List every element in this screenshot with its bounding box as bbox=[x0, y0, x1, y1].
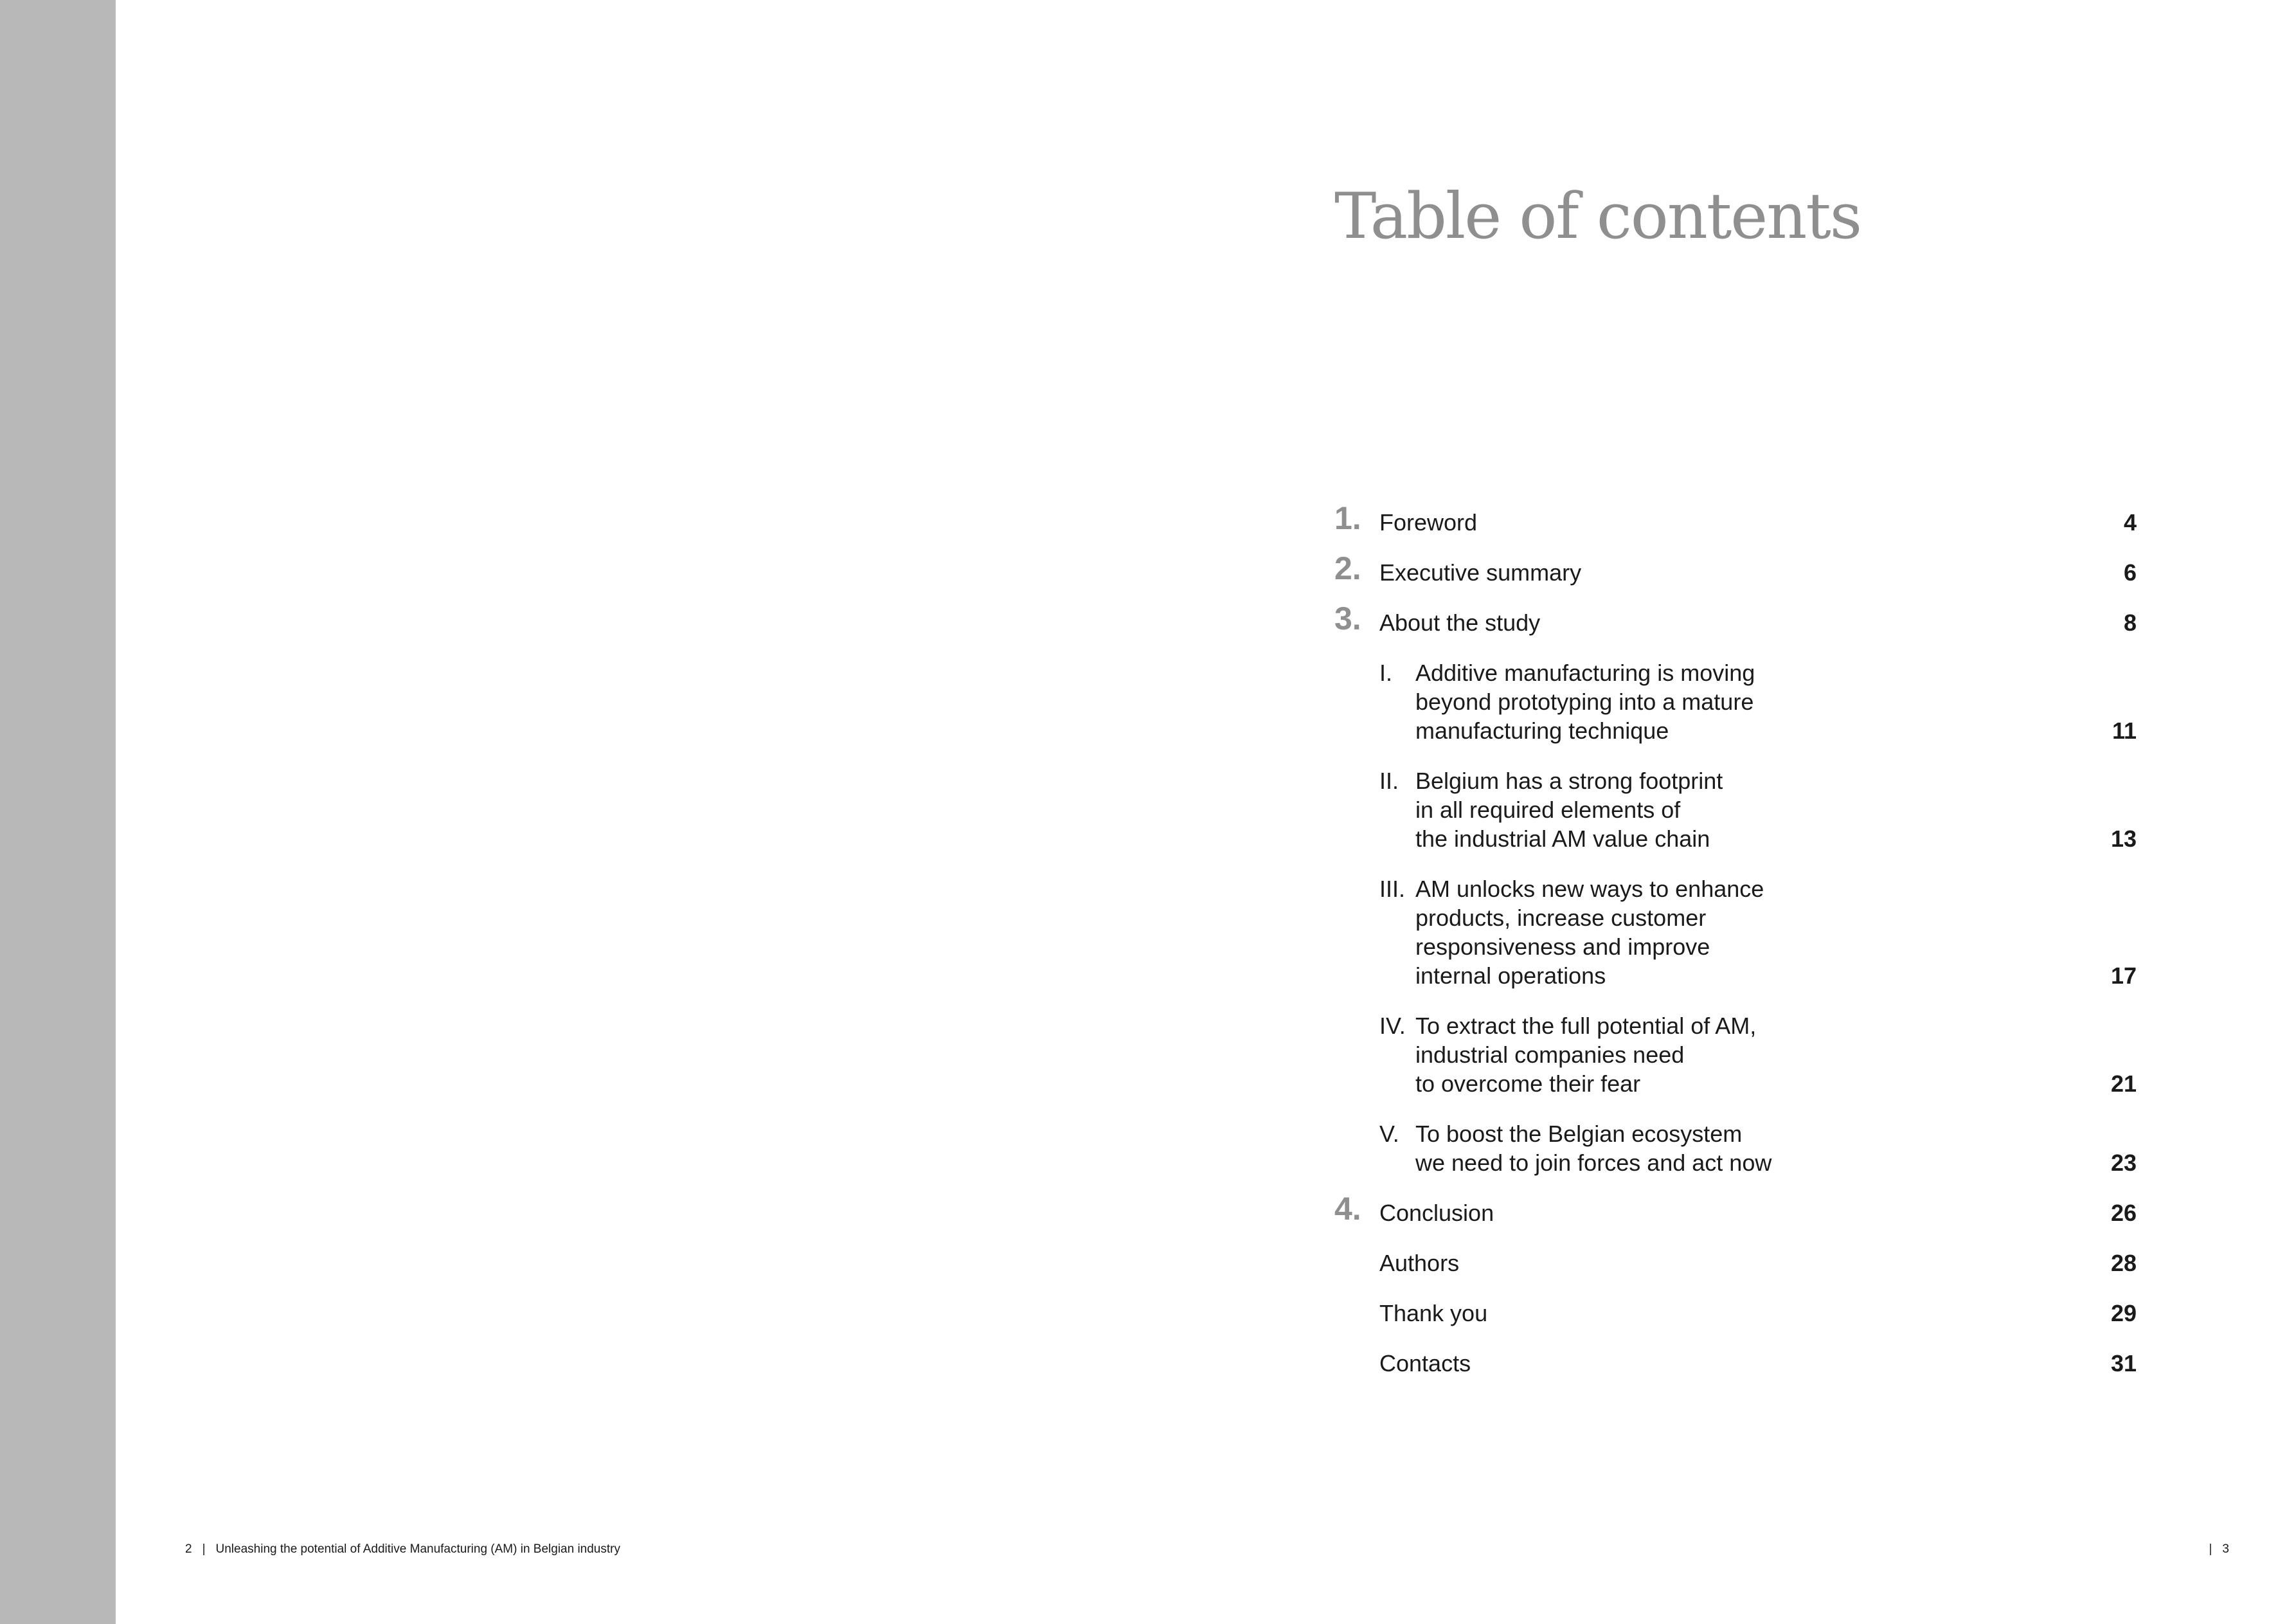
toc-page-number: 8 bbox=[2123, 609, 2137, 636]
toc-entry-executive-summary[interactable] bbox=[1334, 550, 2137, 587]
toc-entry-conclusion[interactable] bbox=[1334, 1191, 2137, 1227]
toc-page-number: 17 bbox=[2110, 962, 2137, 989]
toc-page-number: 23 bbox=[2110, 1150, 2137, 1176]
toc-label: To boost the Belgian ecosystem we need to join forces and act now bbox=[1415, 1121, 1772, 1176]
toc-roman-numeral: V. bbox=[1379, 1121, 1399, 1147]
toc-label: Executive summary bbox=[1379, 559, 1582, 586]
toc-subentry-1[interactable] bbox=[1334, 658, 2137, 745]
toc-roman-numeral: II. bbox=[1379, 768, 1399, 794]
footer-left bbox=[185, 1540, 620, 1558]
toc-page-number: 21 bbox=[2110, 1070, 2137, 1097]
toc-number: 3. bbox=[1334, 600, 1361, 636]
toc-subentry-3[interactable] bbox=[1334, 874, 2137, 990]
toc-subentry-5[interactable] bbox=[1334, 1119, 2137, 1177]
toc-subentry-2[interactable] bbox=[1334, 766, 2137, 853]
toc-label: AM unlocks new ways to enhance products, increase customer responsiveness and improve internal operations bbox=[1415, 876, 1764, 989]
toc-label: Authors bbox=[1379, 1250, 1460, 1276]
toc-number: 4. bbox=[1334, 1191, 1361, 1227]
toc-label: About the study bbox=[1379, 609, 1541, 636]
toc-page-number: 4 bbox=[2123, 509, 2137, 536]
footer-document-title: Unleashing the potential of Additive Manufacturing (AM) in Belgian industry bbox=[215, 1542, 620, 1556]
footer-right bbox=[2198, 1540, 2229, 1558]
toc-entry-about-the-study[interactable] bbox=[1334, 600, 2137, 637]
toc-label: Contacts bbox=[1379, 1350, 1471, 1376]
toc-entry-thank-you[interactable] bbox=[1334, 1299, 2137, 1328]
toc-label: Belgium has a strong footprint in all required elements of the industrial AM value chain bbox=[1415, 768, 1723, 852]
toc-number: 2. bbox=[1334, 550, 1361, 586]
toc-page-number: 26 bbox=[2110, 1200, 2137, 1226]
toc-page-number: 6 bbox=[2123, 559, 2137, 586]
toc-label: Additive manufacturing is moving beyond prototyping into a mature manufacturing technique bbox=[1415, 660, 1755, 744]
footer-separator: | bbox=[202, 1542, 206, 1556]
toc-roman-numeral: III. bbox=[1379, 876, 1406, 902]
toc-label: Foreword bbox=[1379, 509, 1478, 536]
toc-page-number: 29 bbox=[2110, 1300, 2137, 1326]
toc-subentry-4[interactable] bbox=[1334, 1011, 2137, 1098]
toc-roman-numeral: I. bbox=[1379, 660, 1393, 686]
footer-page-number: 3 bbox=[2222, 1542, 2229, 1556]
footer-separator: | bbox=[2209, 1542, 2212, 1556]
toc-entry-foreword[interactable] bbox=[1334, 500, 2137, 537]
toc-entry-contacts[interactable] bbox=[1334, 1349, 2137, 1378]
toc-number: 1. bbox=[1334, 500, 1361, 536]
toc-label: To extract the full potential of AM, industrial companies need to overcome their fear bbox=[1415, 1013, 1757, 1097]
side-band bbox=[0, 0, 116, 1624]
toc-label: Conclusion bbox=[1379, 1200, 1494, 1226]
toc-entry-authors[interactable] bbox=[1334, 1249, 2137, 1277]
footer-page-number: 2 bbox=[185, 1542, 192, 1556]
toc-page-number: 31 bbox=[2110, 1350, 2137, 1376]
toc-roman-numeral: IV. bbox=[1379, 1013, 1406, 1039]
toc-label: Thank you bbox=[1379, 1300, 1488, 1326]
page-title: Table of contents bbox=[1334, 180, 1861, 253]
toc-page-number: 28 bbox=[2110, 1250, 2137, 1276]
toc-page-number: 11 bbox=[2112, 717, 2137, 744]
toc-page-number: 13 bbox=[2110, 826, 2137, 852]
